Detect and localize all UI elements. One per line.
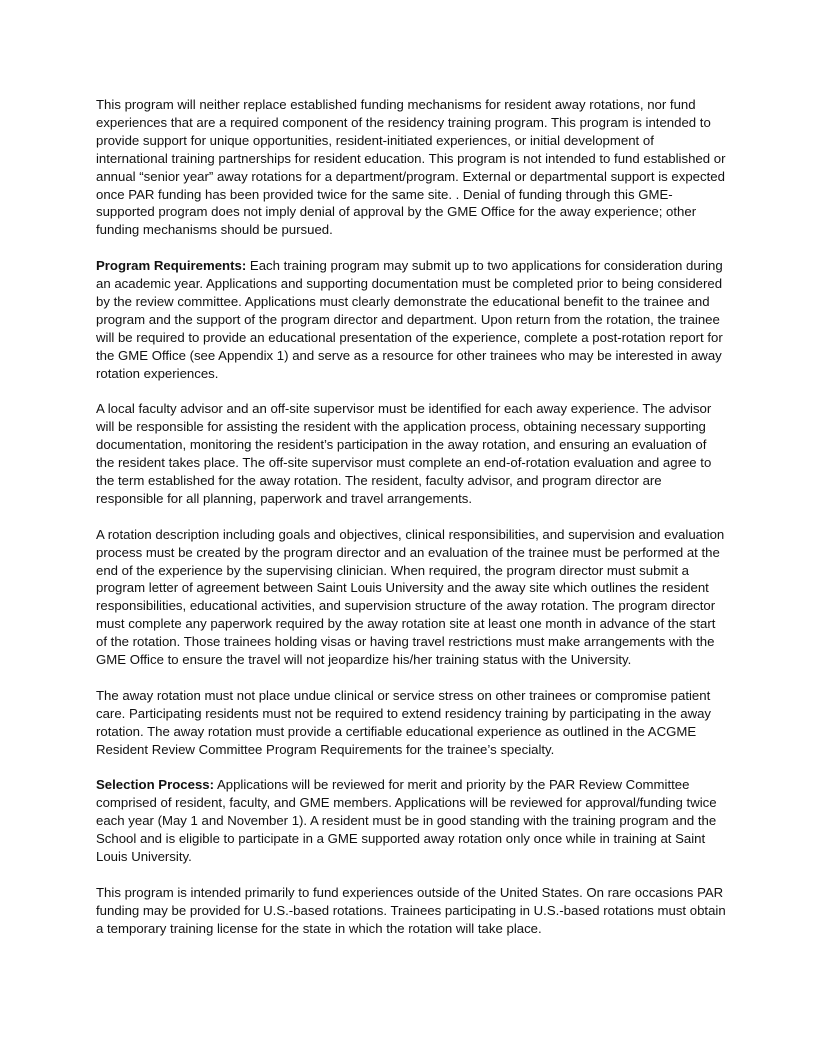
document-page [96,96,726,955]
paragraph-text: Each training program may submit up to two applications for consideration during an academic year. Applications and supporting documentation must be completed prior to being considered by the review committee. Applications must clearly demonstrate the educational benefit to the trainee and program and the support of the program director and department. Upon return from the rotation, the trainee will be required to provide an educational presentation of the experience, complete a post-rotation report for the GME Office (see Appendix 1) and serve as a resource for other trainees who may be interested in away rotation experiences. [96,258,723,381]
paragraph-program-requirements [96,257,726,382]
paragraph-text: This program will neither replace established funding mechanisms for resident away rotations, nor fund experiences that are a required component of the residency training program. This program is intended to provide support for unique opportunities, resident-initiated experiences, or initial development of international training partnerships for resident education. This program is not intended to fund established or annual “senior year” away rotations for a department/program. External or departmental support is expected once PAR funding has been provided twice for the same site. . Denial of funding through this GME-supported program does not imply denial of approval by the GME Office for the away experience; other funding mechanisms should be pursued. [96,97,726,238]
paragraph-text: A rotation description including goals and objectives, clinical responsibilities, and supervision and evaluation process must be created by the program director and an evaluation of the trainee must be performed at the end of the experience by the supervising clinician. When required, the program director must submit a program letter of agreement between Saint Louis University and the away site which outlines the resident responsibilities, educational activities, and supervision structure of the away rotation. The program director must complete any paperwork required by the away rotation site at least one month in advance of the start of the rotation. Those trainees holding visas or having travel restrictions must make arrangements with the GME Office to ensure the travel will not jeopardize his/her training status with the University. [96,526,725,668]
paragraph-rotation-description [96,526,726,669]
paragraph-us-rotations [96,884,726,938]
paragraph-faculty-advisor [96,400,726,507]
paragraph-text: A local faculty advisor and an off-site supervisor must be identified for each away experience. The advisor will be responsible for assisting the resident with the application process, obtaining necessary supporting documentation, monitoring the resident’s participation in the away rotation, and ensuring an evaluation of the resident takes place. The off-site supervisor must complete an end-of-rotation evaluation and agree to the term established for the away rotation. The resident, faculty advisor, and program director are responsible for all planning, paperwork and travel arrangements. [96,401,712,506]
paragraph-text: Applications will be reviewed for merit and priority by the PAR Review Committee comprised of resident, faculty, and GME members. Applications will be reviewed for approval/funding twice each year (May 1 and November 1). A resident must be in good standing with the training program and the School and is eligible to participate in a GME supported away rotation only once while in training at Saint Louis University. [96,777,717,864]
paragraph-selection-process [96,776,726,866]
paragraph-text: This program is intended primarily to fund experiences outside of the United States. On rare occasions PAR funding may be provided for U.S.-based rotations. Trainees participating in U.S.-based rotations must obtain a temporary training license for the state in which the rotation will take place. [96,884,726,936]
paragraph-funding-scope [96,96,726,239]
paragraph-patient-care [96,687,726,759]
paragraph-text: The away rotation must not place undue clinical or service stress on other trainees or compromise patient care. Participating residents must not be required to extend residency training by participating in the away rotation. The away rotation must provide a certifiable educational experience as outlined in the ACGME Resident Review Committee Program Requirements for the trainee’s specialty. [96,687,712,757]
section-heading-program-requirements: Program Requirements: [96,258,247,274]
section-heading-selection-process: Selection Process: [96,777,215,793]
